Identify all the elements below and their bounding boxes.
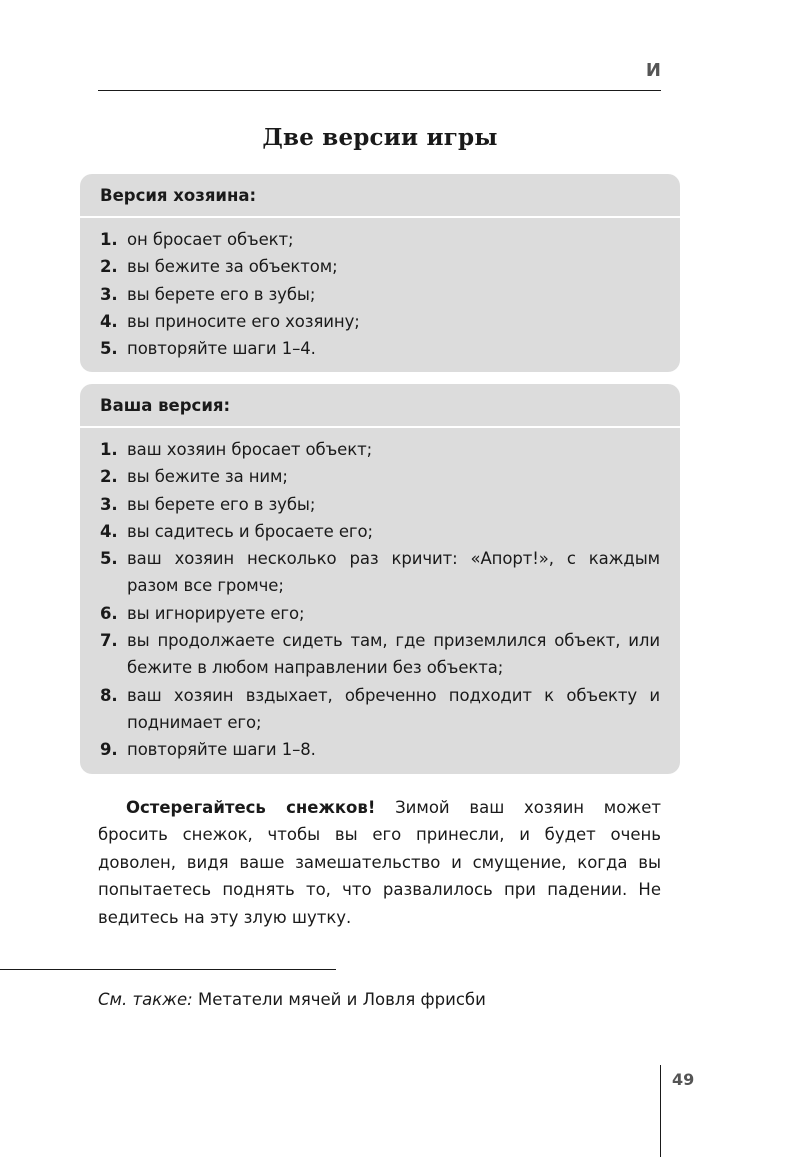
list-item — [100, 335, 660, 362]
your-version-title: Ваша версия: — [80, 384, 680, 428]
item-text: вы берете его в зубы; — [127, 494, 316, 514]
item-text: повторяйте шаги 1–8. — [127, 740, 316, 760]
item-text: вы игнорируете его; — [127, 603, 305, 623]
item-text: ваш хозяин вздыхает, обреченно подходит к объекту и поднимает его; — [127, 685, 660, 732]
item-text: он бросает объект; — [127, 230, 294, 249]
see-also-note — [98, 986, 486, 1013]
snowball-warning-paragraph — [98, 794, 661, 931]
page-number: 49 — [672, 1070, 695, 1089]
list-item — [100, 600, 660, 627]
list-item — [100, 281, 660, 308]
list-item — [100, 308, 660, 335]
item-text: ваш хозяин несколько раз кричит: «Апорт!», с каждым разом все громче; — [127, 549, 660, 596]
item-number: 2. — [100, 467, 118, 487]
owner-version-list — [80, 218, 680, 372]
item-text: вы бежите за ним; — [127, 467, 288, 487]
item-number: 5. — [100, 339, 118, 359]
list-item — [100, 545, 660, 600]
list-item — [100, 518, 660, 545]
running-header — [98, 58, 661, 91]
list-item — [100, 226, 660, 253]
your-version-list — [80, 428, 680, 774]
running-head-letter: И — [645, 60, 661, 81]
item-text: вы продолжаете сидеть там, где приземлился объект, или бежите в любом направлении без объекта; — [127, 631, 660, 678]
item-text: ваш хозяин бросает объект; — [127, 440, 373, 459]
item-number: 1. — [100, 230, 118, 249]
item-number: 7. — [100, 631, 118, 651]
item-number: 3. — [100, 284, 118, 304]
snowball-warning-text: Зимой ваш хозяин может бросить снежок, чтобы вы его принесли, и будет очень доволен, видя ваше замешательство и смущение, когда вы попытаетесь поднять то, что развалилось при падении. Не ведитесь на эту злую шутку. — [98, 798, 661, 927]
item-number: 2. — [100, 257, 118, 277]
item-text: повторяйте шаги 1–4. — [127, 339, 316, 359]
list-item — [100, 491, 660, 518]
list-item — [100, 682, 660, 737]
item-text: вы берете его в зубы; — [127, 284, 316, 304]
item-text: вы приносите его хозяину; — [127, 311, 360, 331]
owner-version-panel — [80, 174, 680, 372]
item-number: 1. — [100, 440, 118, 459]
list-item — [100, 736, 660, 763]
footnote-divider — [0, 969, 336, 970]
list-item — [100, 436, 660, 463]
item-number: 6. — [100, 603, 118, 623]
item-number: 4. — [100, 521, 118, 541]
item-number: 3. — [100, 494, 118, 514]
see-also-text: Метатели мячей и Ловля фрисби — [192, 990, 486, 1009]
item-number: 8. — [100, 685, 118, 705]
list-item — [100, 253, 660, 280]
owner-version-title: Версия хозяина: — [80, 174, 680, 218]
page-number-rule — [660, 1065, 661, 1157]
see-also-label: См. также: — [98, 990, 193, 1009]
item-number: 4. — [100, 311, 118, 331]
your-version-panel — [80, 384, 680, 774]
list-item — [100, 463, 660, 490]
section-title: Две версии игры — [262, 124, 498, 151]
item-number: 9. — [100, 740, 118, 760]
item-text: вы садитесь и бросаете его; — [127, 521, 373, 541]
item-number: 5. — [100, 549, 118, 569]
list-item — [100, 627, 660, 682]
item-text: вы бежите за объектом; — [127, 257, 338, 277]
snowball-warning-lead: Остерегайтесь снежков! — [126, 798, 376, 817]
